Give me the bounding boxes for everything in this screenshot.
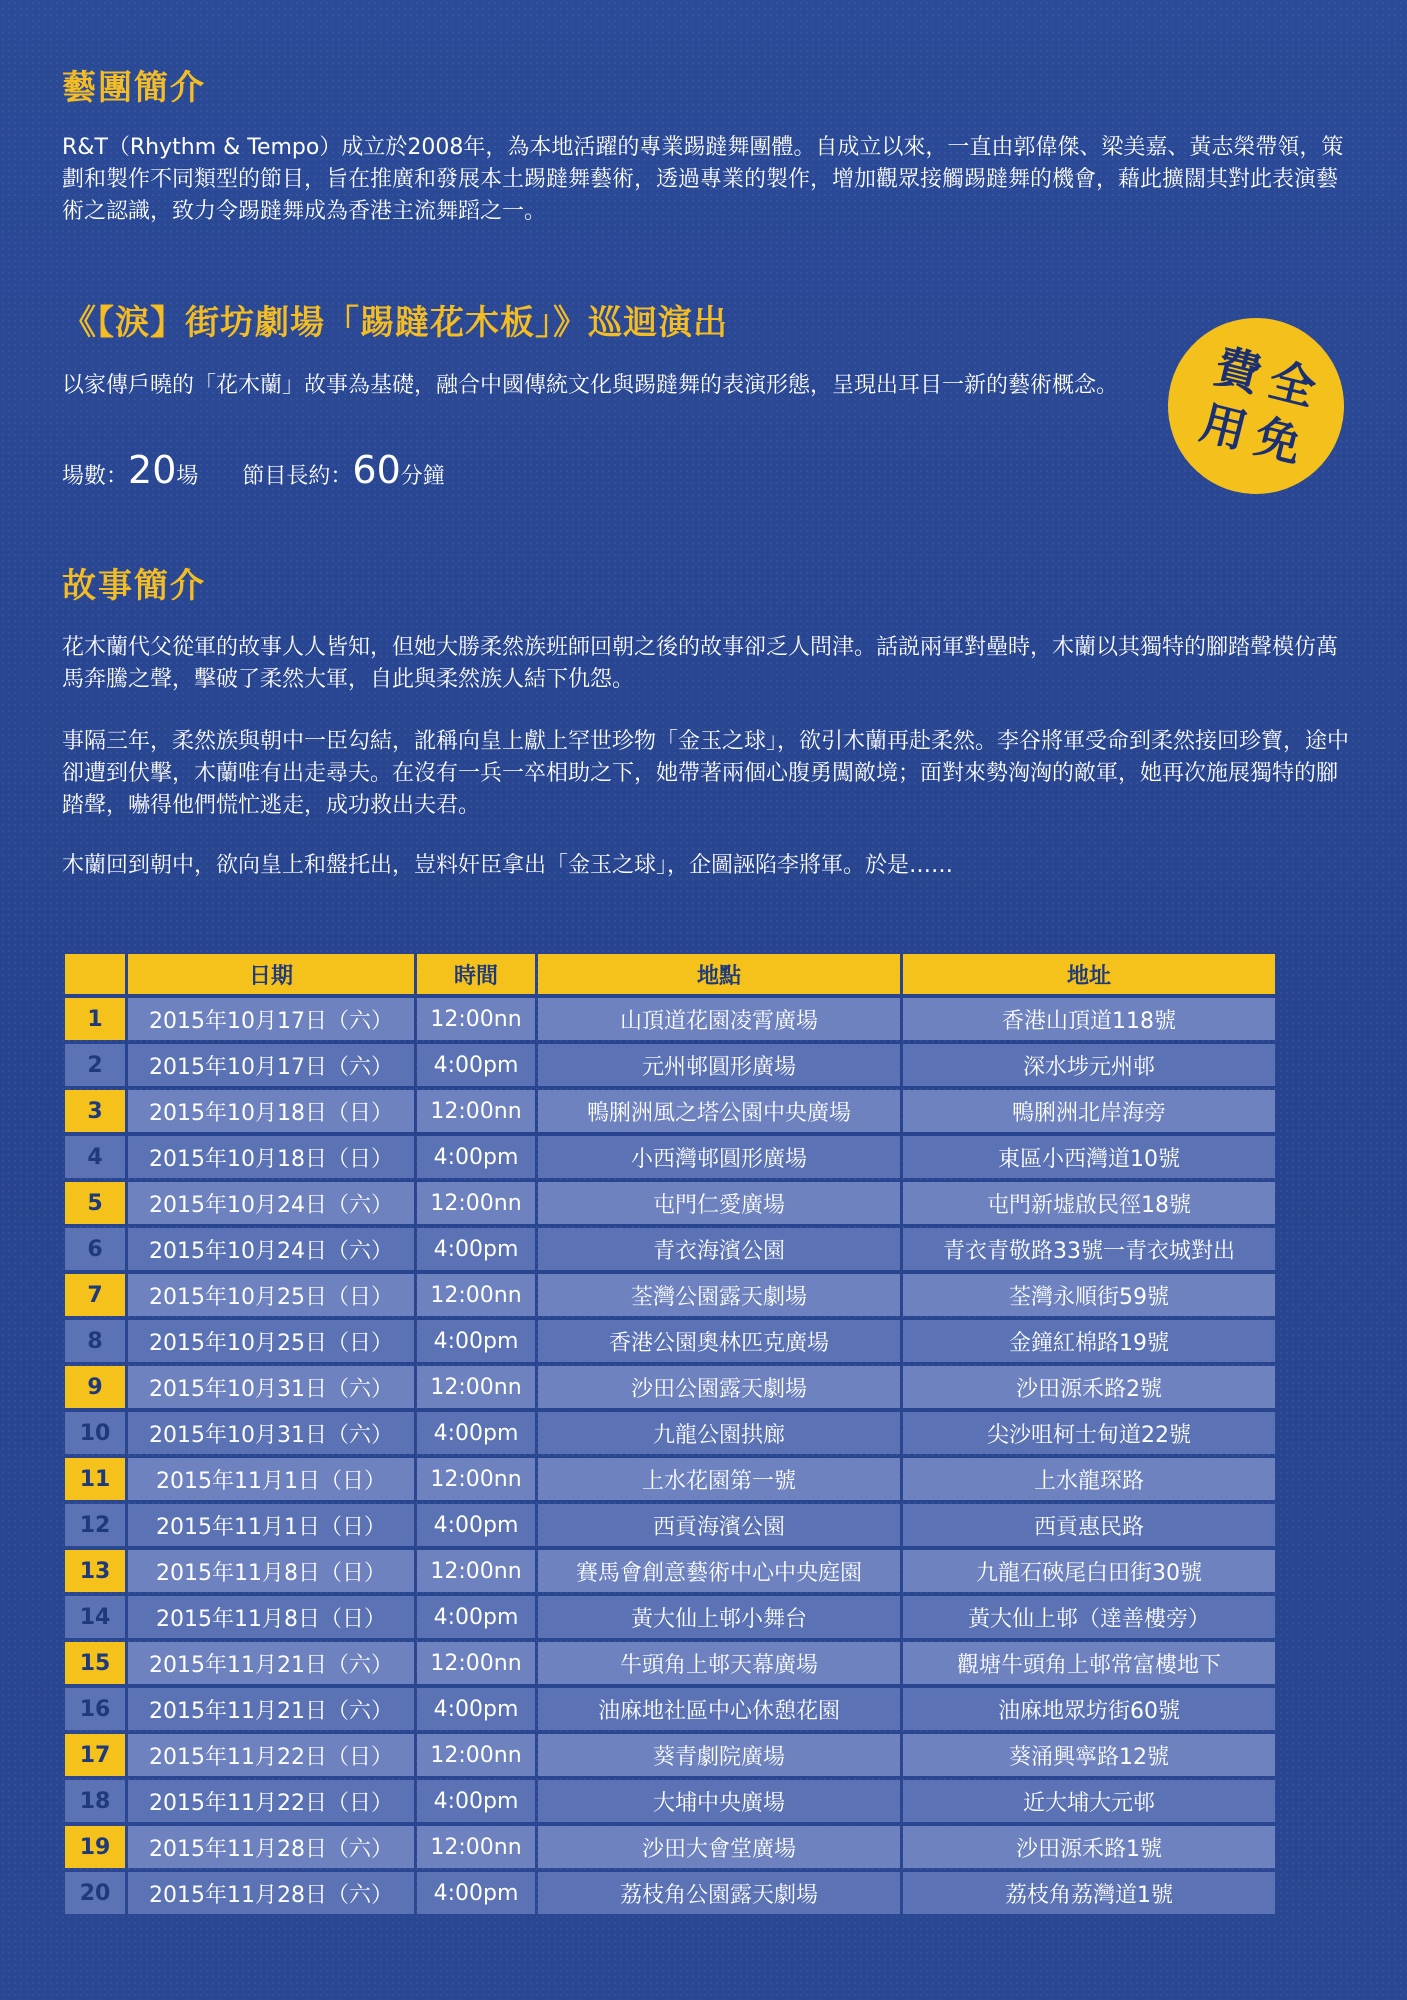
table-row xyxy=(65,1136,1275,1178)
row-address: 香港山頂道118號 xyxy=(903,998,1275,1040)
row-time: 12:00nn xyxy=(417,1274,535,1316)
row-place: 山頂道花園凌霄廣場 xyxy=(538,998,900,1040)
table-row xyxy=(65,1504,1275,1546)
row-place: 沙田大會堂廣場 xyxy=(538,1826,900,1868)
row-time: 4:00pm xyxy=(417,1412,535,1454)
table-row xyxy=(65,1228,1275,1270)
row-date: 2015年11月8日（日） xyxy=(128,1596,414,1638)
row-place: 賽馬會創意藝術中心中央庭園 xyxy=(538,1550,900,1592)
row-date: 2015年11月21日（六） xyxy=(128,1642,414,1684)
table-row xyxy=(65,1182,1275,1224)
header-number xyxy=(65,954,125,994)
story-paragraph: 花木蘭代父從軍的故事人人皆知，但她大勝柔然族班師回朝之後的故事卻乏人問津。話説兩軍對壘時，木蘭以其獨特的腳踏聲模仿萬馬奔騰之聲，擊破了柔然大軍，自此與柔然族人結下仇怨。 xyxy=(62,635,1339,692)
row-place: 黃大仙上邨小舞台 xyxy=(538,1596,900,1638)
row-number: 8 xyxy=(65,1320,125,1362)
row-place: 大埔中央廣場 xyxy=(538,1780,900,1822)
row-place: 屯門仁愛廣場 xyxy=(538,1182,900,1224)
schedule-table xyxy=(62,950,1278,1918)
row-time: 12:00nn xyxy=(417,1734,535,1776)
row-place: 西貢海濱公園 xyxy=(538,1504,900,1546)
row-number: 6 xyxy=(65,1228,125,1270)
badge-char: 免 xyxy=(1249,408,1308,473)
about-heading: 藝團簡介 xyxy=(62,68,206,108)
free-badge xyxy=(1149,299,1362,512)
row-address: 沙田源禾路2號 xyxy=(903,1366,1275,1408)
row-place: 上水花園第一號 xyxy=(538,1458,900,1500)
row-address: 黃大仙上邨（達善樓旁） xyxy=(903,1596,1275,1638)
row-number: 9 xyxy=(65,1366,125,1408)
row-address: 西貢惠民路 xyxy=(903,1504,1275,1546)
row-address: 觀塘牛頭角上邨常富樓地下 xyxy=(903,1642,1275,1684)
table-row xyxy=(65,1412,1275,1454)
row-time: 4:00pm xyxy=(417,1136,535,1178)
header-place: 地點 xyxy=(538,954,900,994)
story-paragraph: 木蘭回到朝中，欲向皇上和盤托出，豈料奸臣拿出「金玉之球」，企圖誣陷李將軍。於是…… xyxy=(62,853,954,878)
row-date: 2015年10月31日（六） xyxy=(128,1412,414,1454)
row-time: 12:00nn xyxy=(417,1182,535,1224)
duration-unit: 分鐘 xyxy=(400,464,445,489)
header-date: 日期 xyxy=(128,954,414,994)
row-number: 10 xyxy=(65,1412,125,1454)
row-date: 2015年10月24日（六） xyxy=(128,1228,414,1270)
row-date: 2015年11月22日（日） xyxy=(128,1734,414,1776)
badge-char: 全 xyxy=(1263,352,1322,416)
row-date: 2015年10月18日（日） xyxy=(128,1136,414,1178)
row-time: 12:00nn xyxy=(417,1366,535,1408)
count-value: 20 xyxy=(128,448,177,492)
row-address: 葵涌興寧路12號 xyxy=(903,1734,1275,1776)
row-number: 3 xyxy=(65,1090,125,1132)
row-place: 荃灣公園露天劇場 xyxy=(538,1274,900,1316)
row-number: 14 xyxy=(65,1596,125,1638)
story-paragraph: 事隔三年，柔然族與朝中一臣勾結，訛稱向皇上獻上罕世珍物「金玉之球」，欲引木蘭再赴柔然。李谷將軍受命到柔然接回珍寶，途中卻遭到伏擊，木蘭唯有出走尋夫。在沒有一兵一卒相助之下，她帶著兩個心腹勇闖敵境；面對來勢洶洶的敵軍，她再次施展獨特的腳踏聲，嚇得他們慌忙逃走，成功救出夫君。 xyxy=(62,729,1350,818)
about-text: R&T（Rhythm & Tempo）成立於2008年，為本地活躍的專業踢躂舞團體。自成立以來，一直由郭偉傑、梁美嘉、黃志榮帶領，策劃和製作不同類型的節目，旨在推廣和發展本土踢躂舞藝術，透過專業的製作，增加觀眾接觸踢躂舞的機會，藉此擴闊其對此表演藝術之認識，致力令踢躂舞成為香港主流舞蹈之一。 xyxy=(62,135,1344,224)
row-date: 2015年11月8日（日） xyxy=(128,1550,414,1592)
row-address: 油麻地眾坊街60號 xyxy=(903,1688,1275,1730)
table-row xyxy=(65,1458,1275,1500)
badge-char: 費 xyxy=(1209,338,1267,403)
row-time: 4:00pm xyxy=(417,1780,535,1822)
row-address: 沙田源禾路1號 xyxy=(903,1826,1275,1868)
row-address: 近大埔大元邨 xyxy=(903,1780,1275,1822)
row-place: 香港公園奧林匹克廣場 xyxy=(538,1320,900,1362)
row-place: 九龍公園拱廊 xyxy=(538,1412,900,1454)
row-date: 2015年10月24日（六） xyxy=(128,1182,414,1224)
table-row xyxy=(65,1780,1275,1822)
row-place: 元州邨圓形廣場 xyxy=(538,1044,900,1086)
row-number: 12 xyxy=(65,1504,125,1546)
row-date: 2015年10月17日（六） xyxy=(128,1044,414,1086)
table-row xyxy=(65,1320,1275,1362)
show-stats xyxy=(62,448,445,492)
table-row xyxy=(65,1274,1275,1316)
row-time: 12:00nn xyxy=(417,1642,535,1684)
table-header-row xyxy=(65,954,1275,994)
row-date: 2015年10月18日（日） xyxy=(128,1090,414,1132)
row-time: 4:00pm xyxy=(417,1872,535,1914)
header-time: 時間 xyxy=(417,954,535,994)
row-number: 4 xyxy=(65,1136,125,1178)
row-time: 12:00nn xyxy=(417,998,535,1040)
row-number: 20 xyxy=(65,1872,125,1914)
row-place: 牛頭角上邨天幕廣場 xyxy=(538,1642,900,1684)
row-address: 荃灣永順街59號 xyxy=(903,1274,1275,1316)
row-time: 4:00pm xyxy=(417,1596,535,1638)
row-date: 2015年11月1日（日） xyxy=(128,1504,414,1546)
row-number: 17 xyxy=(65,1734,125,1776)
row-date: 2015年11月28日（六） xyxy=(128,1872,414,1914)
header-address: 地址 xyxy=(903,954,1275,994)
row-date: 2015年11月22日（日） xyxy=(128,1780,414,1822)
row-number: 1 xyxy=(65,998,125,1040)
table-row xyxy=(65,1550,1275,1592)
row-place: 沙田公園露天劇場 xyxy=(538,1366,900,1408)
row-number: 19 xyxy=(65,1826,125,1868)
row-address: 金鐘紅棉路19號 xyxy=(903,1320,1275,1362)
row-number: 18 xyxy=(65,1780,125,1822)
row-date: 2015年10月31日（六） xyxy=(128,1366,414,1408)
row-address: 屯門新墟啟民徑18號 xyxy=(903,1182,1275,1224)
count-label: 場數： xyxy=(62,464,129,489)
row-number: 2 xyxy=(65,1044,125,1086)
row-time: 4:00pm xyxy=(417,1228,535,1270)
badge-char: 用 xyxy=(1195,395,1253,459)
row-date: 2015年11月1日（日） xyxy=(128,1458,414,1500)
row-address: 九龍石硤尾白田街30號 xyxy=(903,1550,1275,1592)
row-place: 荔枝角公園露天劇場 xyxy=(538,1872,900,1914)
row-number: 7 xyxy=(65,1274,125,1316)
row-address: 上水龍琛路 xyxy=(903,1458,1275,1500)
row-place: 青衣海濱公園 xyxy=(538,1228,900,1270)
row-number: 5 xyxy=(65,1182,125,1224)
table-row xyxy=(65,1366,1275,1408)
show-heading: 《【淚】街坊劇場「踢躂花木板」》巡迴演出 xyxy=(62,303,728,343)
row-time: 12:00nn xyxy=(417,1826,535,1868)
row-address: 深水埗元州邨 xyxy=(903,1044,1275,1086)
table-row xyxy=(65,1734,1275,1776)
story-heading: 故事簡介 xyxy=(62,566,206,606)
table-row xyxy=(65,1090,1275,1132)
row-place: 鴨脷洲風之塔公園中央廣場 xyxy=(538,1090,900,1132)
schedule-body xyxy=(65,998,1275,1914)
duration-value: 60 xyxy=(352,448,401,492)
table-row xyxy=(65,1596,1275,1638)
row-date: 2015年11月21日（六） xyxy=(128,1688,414,1730)
table-row xyxy=(65,1872,1275,1914)
row-number: 11 xyxy=(65,1458,125,1500)
count-unit: 場 xyxy=(176,464,199,489)
duration-label: 節目長約： xyxy=(242,464,353,489)
row-time: 4:00pm xyxy=(417,1688,535,1730)
row-time: 12:00nn xyxy=(417,1458,535,1500)
row-place: 小西灣邨圓形廣場 xyxy=(538,1136,900,1178)
row-date: 2015年10月25日（日） xyxy=(128,1274,414,1316)
table-row xyxy=(65,998,1275,1040)
row-address: 東區小西灣道10號 xyxy=(903,1136,1275,1178)
row-time: 4:00pm xyxy=(417,1044,535,1086)
row-time: 4:00pm xyxy=(417,1504,535,1546)
row-address: 鴨脷洲北岸海旁 xyxy=(903,1090,1275,1132)
row-date: 2015年10月17日（六） xyxy=(128,998,414,1040)
row-address: 荔枝角荔灣道1號 xyxy=(903,1872,1275,1914)
table-row xyxy=(65,1688,1275,1730)
row-time: 12:00nn xyxy=(417,1550,535,1592)
row-address: 青衣青敬路33號一青衣城對出 xyxy=(903,1228,1275,1270)
show-text: 以家傳戶曉的「花木蘭」故事為基礎，融合中國傳統文化與踢躂舞的表演形態，呈現出耳目一新的藝術概念。 xyxy=(62,373,1119,398)
row-number: 16 xyxy=(65,1688,125,1730)
row-time: 12:00nn xyxy=(417,1090,535,1132)
row-number: 13 xyxy=(65,1550,125,1592)
row-place: 油麻地社區中心休憩花園 xyxy=(538,1688,900,1730)
row-date: 2015年10月25日（日） xyxy=(128,1320,414,1362)
table-row xyxy=(65,1642,1275,1684)
row-number: 15 xyxy=(65,1642,125,1684)
table-row xyxy=(65,1044,1275,1086)
row-place: 葵青劇院廣場 xyxy=(538,1734,900,1776)
row-date: 2015年11月28日（六） xyxy=(128,1826,414,1868)
row-time: 4:00pm xyxy=(417,1320,535,1362)
table-row xyxy=(65,1826,1275,1868)
row-address: 尖沙咀柯士甸道22號 xyxy=(903,1412,1275,1454)
